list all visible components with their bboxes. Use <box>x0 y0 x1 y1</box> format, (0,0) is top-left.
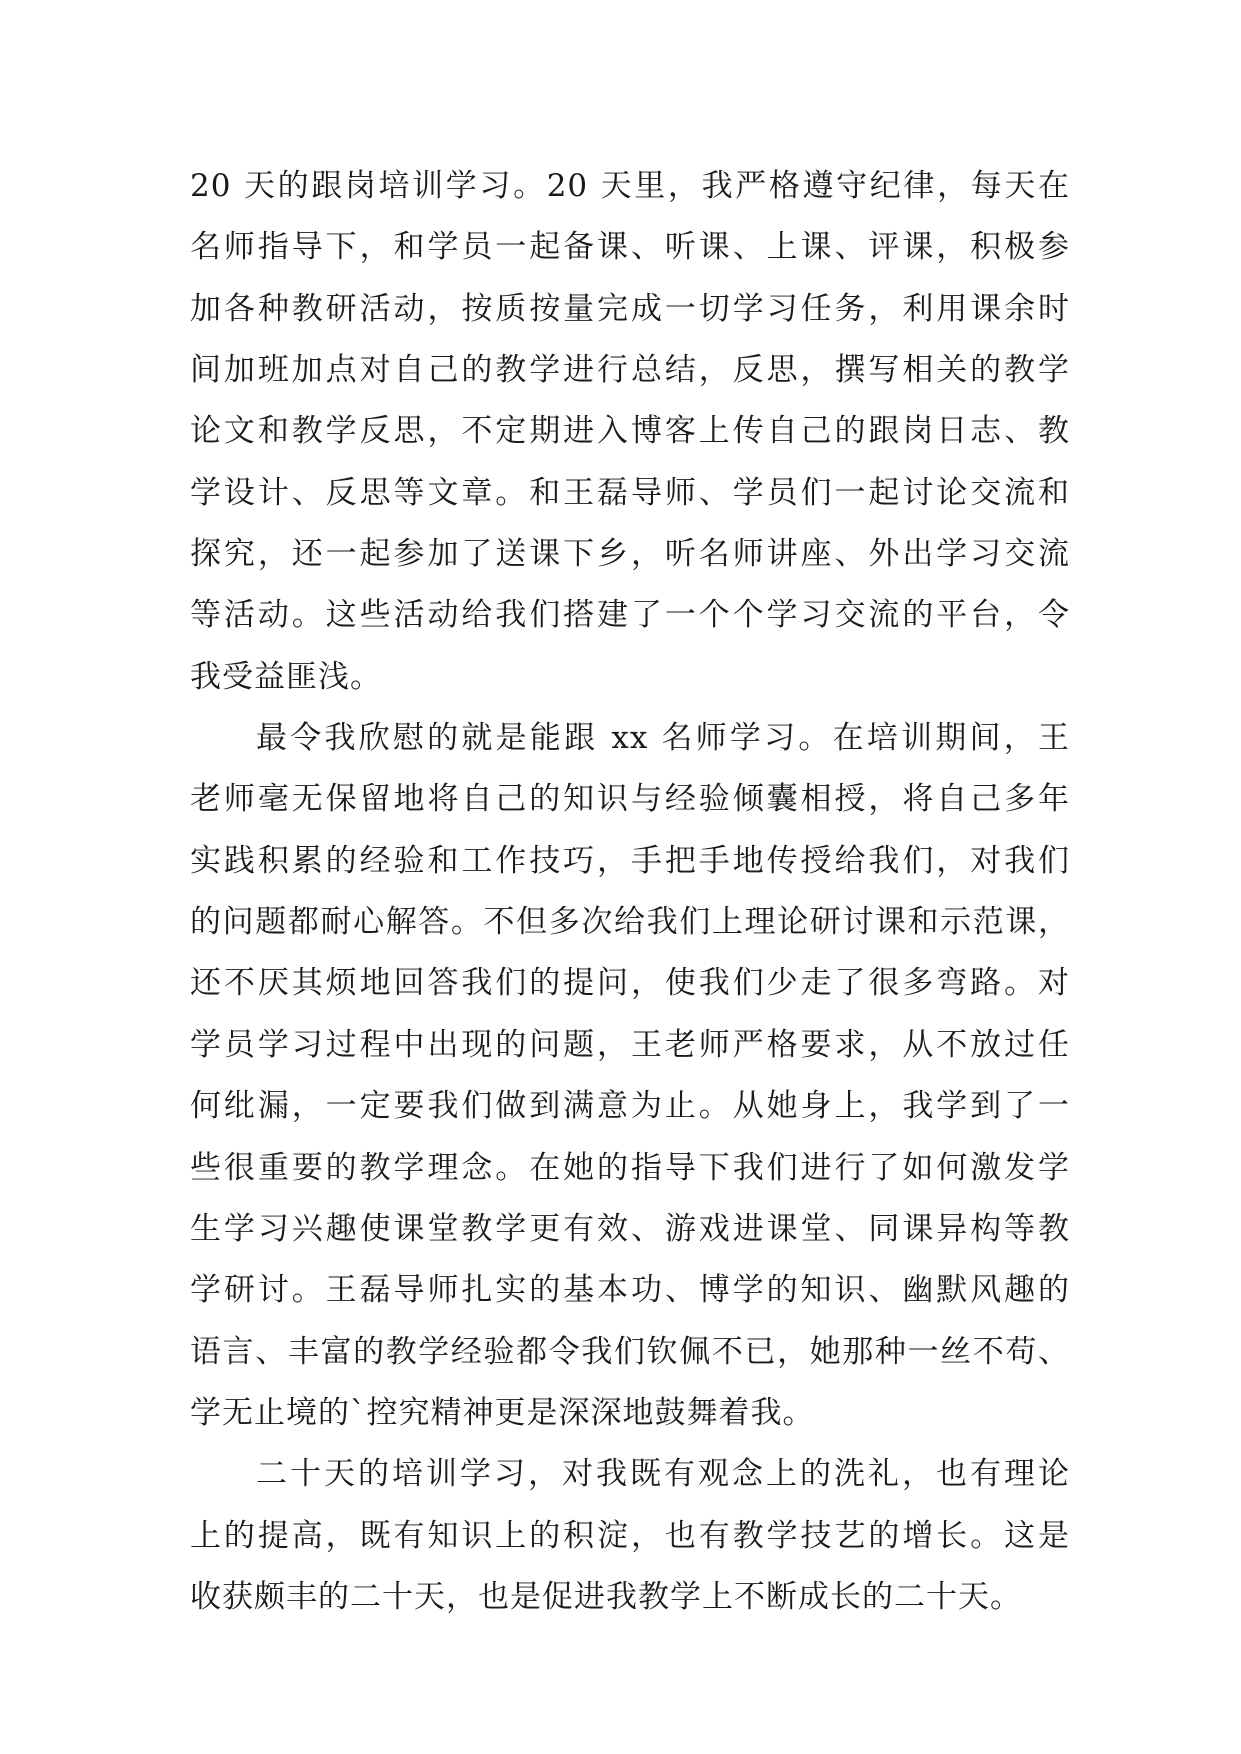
text-line: 学员学习过程中出现的问题，王老师严格要求，从不放过任 <box>190 1026 1070 1063</box>
text-line: 最令我欣慰的就是能跟 xx 名师学习。在培训期间，王 <box>256 720 1070 757</box>
document-body <box>190 156 1070 1628</box>
text-line: 何纰漏，一定要我们做到满意为止。从她身上，我学到了一 <box>190 1088 1070 1125</box>
text-line: 等活动。这些活动给我们搭建了一个个学习交流的平台，令 <box>190 597 1070 634</box>
text-line: 些很重要的教学理念。在她的指导下我们进行了如何激发学 <box>190 1149 1070 1186</box>
text-line: 实践积累的经验和工作技巧，手把手地传授给我们，对我们 <box>190 842 1070 879</box>
text-line: 收获颇丰的二十天，也是促进我教学上不断成长的二十天。 <box>190 1578 1022 1615</box>
text-line: 名师指导下，和学员一起备课、听课、上课、评课，积极参 <box>190 229 1070 266</box>
paragraph-1 <box>190 156 1070 708</box>
text-line: 间加班加点对自己的教学进行总结，反思，撰写相关的教学 <box>190 352 1070 389</box>
text-line: 上的提高，既有知识上的积淀，也有教学技艺的增长。这是 <box>190 1517 1070 1554</box>
text-line: 语言、丰富的教学经验都令我们钦佩不已，她那种一丝不苟、 <box>190 1333 1070 1370</box>
text-line: 学无止境的`控究精神更是深深地鼓舞着我。 <box>190 1394 815 1431</box>
text-line: 生学习兴趣使课堂教学更有效、游戏进课堂、同课异构等教 <box>190 1210 1070 1247</box>
text-line: 探究，还一起参加了送课下乡，听名师讲座、外出学习交流 <box>190 536 1070 573</box>
text-line: 论文和教学反思，不定期进入博客上传自己的跟岗日志、教 <box>190 413 1070 450</box>
text-line: 20 天的跟岗培训学习。20 天里，我严格遵守纪律，每天在 <box>190 168 1070 204</box>
text-line: 学设计、反思等文章。和王磊导师、学员们一起讨论交流和 <box>190 474 1070 511</box>
paragraph-2 <box>190 708 1070 1444</box>
text-line: 加各种教研活动，按质按量完成一切学习任务，利用课余时 <box>190 290 1070 327</box>
text-line: 的问题都耐心解答。不但多次给我们上理论研讨课和示范课， <box>190 904 1070 941</box>
text-line: 老师毫无保留地将自己的知识与经验倾囊相授，将自己多年 <box>190 781 1070 818</box>
text-line: 二十天的培训学习，对我既有观念上的洗礼，也有理论 <box>256 1456 1070 1493</box>
text-line: 学研讨。王磊导师扎实的基本功、博学的知识、幽默风趣的 <box>190 1272 1070 1309</box>
paragraph-3 <box>190 1444 1070 1628</box>
text-line: 还不厌其烦地回答我们的提问，使我们少走了很多弯路。对 <box>190 965 1070 1002</box>
text-line: 我受益匪浅。 <box>190 658 382 695</box>
